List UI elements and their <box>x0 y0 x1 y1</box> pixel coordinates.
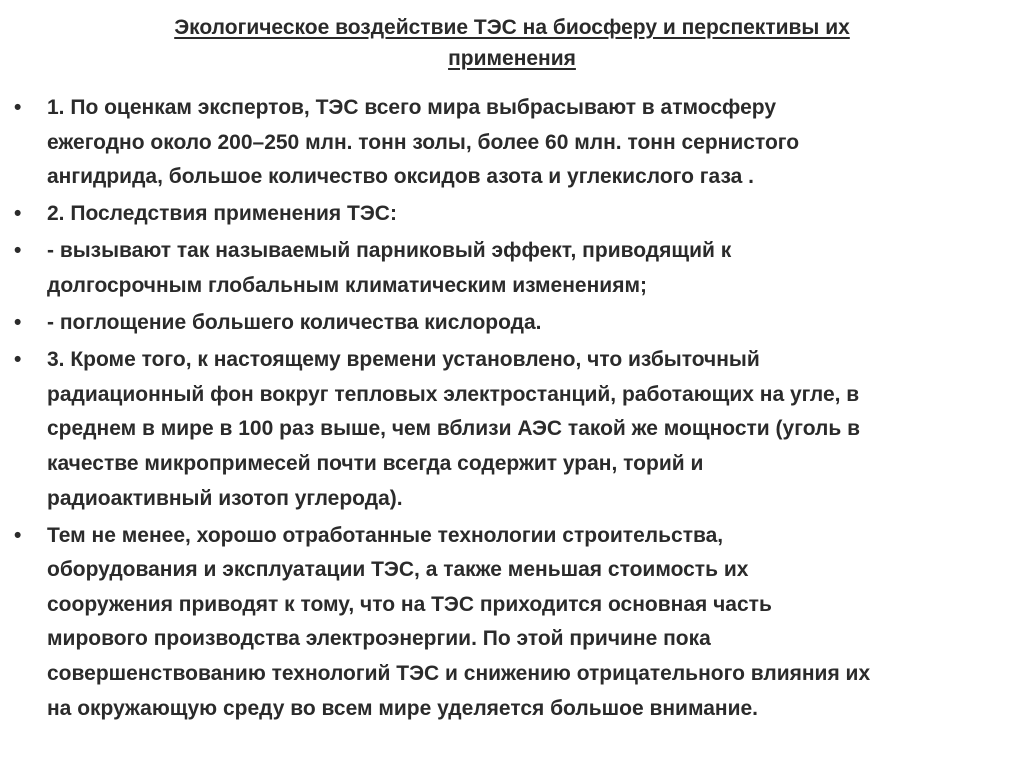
slide-title-line-2: применения <box>448 47 576 70</box>
bullet-list <box>14 91 1016 729</box>
text-line: радиационный фон вокруг тепловых электростанций, работающих на угле, в <box>47 382 860 406</box>
text-line: качестве микропримесей почти всегда содержит уран, торий и <box>47 451 704 475</box>
bullet-text <box>47 343 1016 516</box>
text-line: сооружения приводят к тому, что на ТЭС приходится основная часть <box>47 592 772 616</box>
text-line: 3. Кроме того, к настоящему времени установлено, что избыточный <box>47 348 760 372</box>
text-line: оборудования и эксплуатации ТЭС, а также меньшая стоимость их <box>47 558 749 582</box>
bullet-item <box>14 91 1016 195</box>
bullet-text <box>47 306 1016 341</box>
bullet-text <box>47 234 1016 303</box>
text-line: на окружающую среду во всем мире уделяется большое внимание. <box>47 696 759 720</box>
bullet-icon: • <box>14 311 22 335</box>
bullet-item <box>14 306 1016 341</box>
text-line: мирового производства электроэнергии. По этой причине пока <box>47 627 711 651</box>
text-line: радиоактивный изотоп углерода). <box>47 486 403 510</box>
text-line: 1. По оценкам экспертов, ТЭС всего мира выбрасывают в атмосферу <box>47 96 777 119</box>
bullet-item <box>14 197 1016 232</box>
text-line: 2. Последствия применения ТЭС: <box>47 202 397 226</box>
slide-title <box>0 12 1024 74</box>
bullet-item <box>14 234 1016 303</box>
bullet-icon: • <box>14 239 22 263</box>
bullet-item <box>14 343 1016 516</box>
text-line: Тем не менее, хорошо отработанные технологии строительства, <box>47 523 724 547</box>
text-line: ежегодно около 200–250 млн. тонн золы, более 60 млн. тонн сернистого <box>47 130 800 154</box>
bullet-icon: • <box>14 96 22 119</box>
bullet-icon: • <box>14 523 22 547</box>
text-line: - вызывают так называемый парниковый эффект, приводящий к <box>47 239 732 263</box>
text-line: совершенствованию технологий ТЭС и снижению отрицательного влияния их <box>47 662 871 685</box>
text-line: - поглощение большего количества кислорода. <box>47 311 542 335</box>
text-line: долгосрочным глобальным климатическим изменениям; <box>47 273 647 297</box>
bullet-icon: • <box>14 348 22 372</box>
bullet-text <box>47 519 1016 727</box>
bullet-icon: • <box>14 202 22 226</box>
slide-title-line-1: Экологическое воздействие ТЭС на биосферу и перспективы их <box>174 16 850 39</box>
text-line: ангидрида, большое количество оксидов азота и углекислого газа . <box>47 165 754 189</box>
bullet-item <box>14 519 1016 727</box>
bullet-text <box>47 91 1016 195</box>
text-line: среднем в мире в 100 раз выше, чем вблизи АЭС такой же мощности (уголь в <box>47 417 860 441</box>
bullet-text <box>47 197 1016 232</box>
